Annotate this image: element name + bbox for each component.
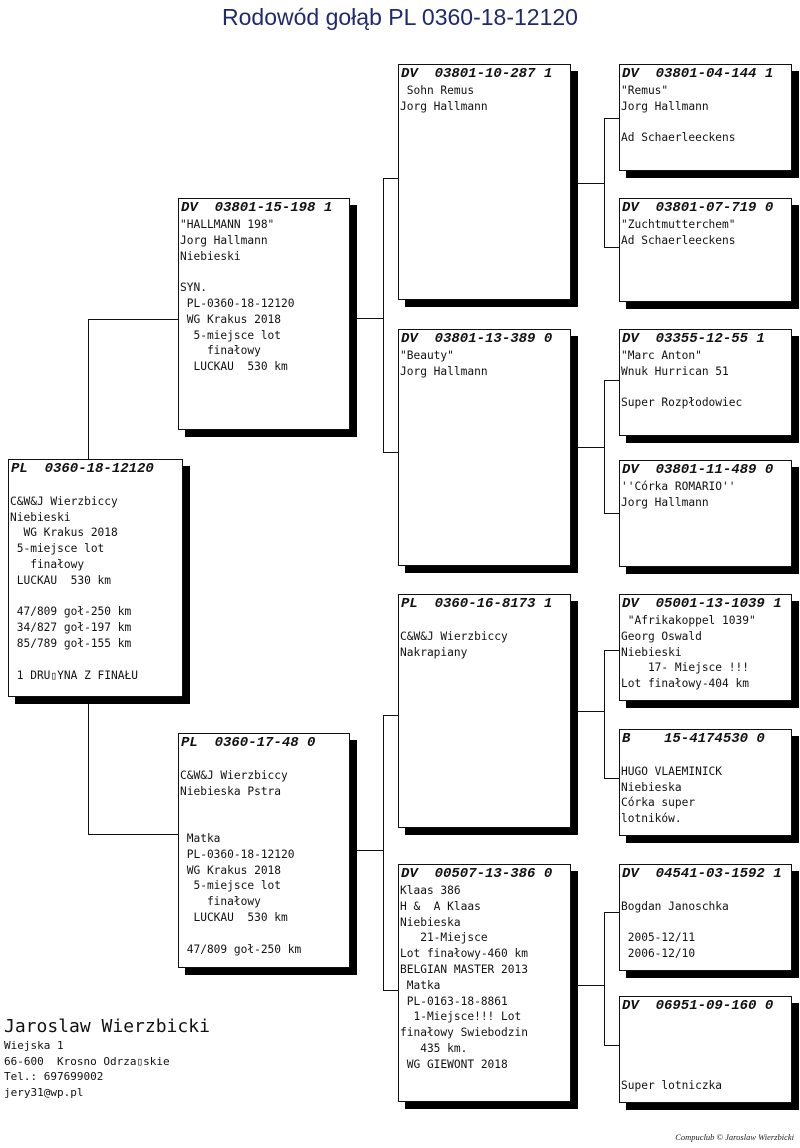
card-line: 17- Miejsce !!! (621, 661, 749, 675)
connector-line (88, 703, 89, 834)
page-title: Rodowód gołąb PL 0360-18-12120 (222, 4, 578, 30)
ring-number: DV 03355-12-55 1 (622, 331, 765, 347)
breeder-phone-line: Tel.: 697699002 (4, 1070, 104, 1083)
card-line: Matka (400, 978, 441, 992)
card-line: 435 km. (400, 1041, 468, 1055)
card-line (620, 748, 791, 764)
card-line: Bogdan Janoschka (621, 899, 729, 913)
card-line (179, 799, 349, 815)
breeder-address-line: Wiejska 1 (4, 1039, 64, 1052)
pedigree-card-fm (398, 329, 571, 566)
card-line: "HALLMANN 198" (180, 218, 275, 231)
ring-number: PL 0360-18-12120 (11, 461, 154, 477)
card-line: C&W&J Wierzbiccy (180, 768, 288, 782)
connector-line (604, 380, 605, 513)
card-line: 5-miejsce lot (10, 542, 105, 556)
pedigree-card-mfm (619, 729, 792, 836)
connector-line (569, 711, 604, 712)
card-line (179, 752, 349, 768)
pedigree-card-mff (619, 594, 792, 701)
card-line: Niebieska (621, 780, 682, 794)
ring-number: PL 0360-17-48 0 (181, 735, 316, 751)
pedigree-card-mm (398, 864, 571, 1102)
card-line: finałowy (180, 344, 261, 358)
pedigree-card-fmf (619, 329, 792, 436)
card-line: 21-Miejsce (400, 931, 488, 945)
card-line: PL-0360-18-12120 (180, 296, 295, 310)
card-line: Georg Oswald (621, 629, 702, 643)
card-line: 47/809 goł-250 km (10, 605, 132, 619)
card-line: Niebieski (621, 645, 682, 659)
connector-line (88, 834, 181, 835)
card-line: PL-0360-18-12120 (180, 847, 295, 861)
ring-number: DV 05001-13-1039 1 (622, 596, 782, 612)
card-line (620, 380, 791, 396)
pedigree-card-ff (398, 64, 571, 300)
pedigree-card-fff (619, 64, 792, 171)
ring-number: DV 03801-04-144 1 (622, 66, 774, 82)
connector-line (383, 178, 384, 452)
card-line (9, 652, 182, 668)
card-line (620, 115, 791, 131)
connector-line (604, 912, 605, 1045)
card-line: HUGO VLAEMINICK (621, 764, 723, 778)
connector-line (569, 447, 604, 448)
card-line: Jorg Hallmann (400, 99, 488, 113)
ring-number: DV 03801-07-719 0 (622, 200, 774, 216)
card-line: lotników. (621, 812, 682, 826)
card-line: Córka super (621, 796, 696, 810)
card-line: WG Krakus 2018 (180, 863, 282, 877)
card-line: Ad Schaerleeckens (621, 233, 736, 247)
card-line: H & A Klaas (400, 899, 481, 913)
pedigree-card-father (178, 198, 350, 430)
card-line: Lot finałowy-460 km (400, 947, 528, 961)
card-line: Super lotniczka (621, 1079, 723, 1093)
card-line: LUCKAU 530 km (10, 573, 112, 587)
ring-number: PL 0360-16-8173 1 (401, 596, 553, 612)
card-line: Niebieska Pstra (180, 784, 282, 798)
ring-number: DV 03801-15-198 1 (181, 200, 333, 216)
card-line: 5-miejsce lot (180, 879, 282, 893)
breeder-city-line: 66-600 Krosno Odrza▯skie (4, 1054, 170, 1068)
card-line (620, 915, 791, 931)
card-line: WG GIEWONT 2018 (400, 1057, 508, 1071)
card-line: "Beauty" (400, 349, 454, 362)
card-line: Wnuk Hurrican 51 (621, 364, 729, 378)
connector-line (604, 650, 605, 778)
card-line: Jorg Hallmann (180, 233, 268, 247)
card-line: 1-Miejsce!!! Lot (400, 1010, 522, 1024)
pedigree-card-mmf (619, 864, 792, 971)
breeder-info (4, 1016, 210, 1100)
card-line: Jorg Hallmann (400, 364, 488, 378)
connector-line (348, 318, 383, 319)
connector-line (569, 183, 604, 184)
card-line: Sohn Remus (400, 84, 475, 97)
card-line: finałowy (10, 557, 85, 571)
card-line: "Zuchtmutterchem" (621, 218, 736, 231)
card-line: ''Córka ROMARIO'' (621, 480, 736, 493)
card-line: BELGIAN MASTER 2013 (400, 962, 528, 976)
pedigree-card-mmm (619, 996, 792, 1103)
ring-number: DV 03801-11-489 0 (622, 462, 774, 478)
card-line: finałowy Swiebodzin (400, 1026, 528, 1040)
card-line: Niebieski (10, 510, 71, 524)
card-line: C&W&J Wierzbiccy (400, 629, 508, 643)
ring-number: DV 00507-13-386 0 (401, 866, 553, 882)
card-line: LUCKAU 530 km (180, 910, 288, 924)
connector-line (383, 715, 384, 990)
breeder-name: Jaroslaw Wierzbicki (4, 1016, 210, 1037)
ring-number: DV 06951-09-160 0 (622, 998, 774, 1014)
pedigree-card-bird (8, 459, 183, 697)
connector-line (88, 319, 89, 460)
card-line: Klaas 386 (400, 884, 461, 897)
card-line: 85/789 goł-155 km (10, 636, 132, 650)
card-line: Ad Schaerleeckens (621, 131, 736, 145)
ring-number: DV 03801-13-389 0 (401, 331, 553, 347)
footer-credit: Compuclub © Jaroslaw Wierzbicki (675, 1132, 794, 1142)
card-line: 5-miejsce lot (180, 328, 282, 342)
pedigree-card-ffm (619, 198, 792, 302)
card-line (9, 589, 182, 605)
card-line: SYN. (180, 281, 207, 295)
card-line: Lot finałowy-404 km (621, 677, 749, 691)
card-line: Matka (180, 831, 221, 845)
card-line: Super Rozpłodowiec (621, 396, 743, 410)
breeder-email-line: jery31@wp.pl (4, 1085, 84, 1099)
card-line (620, 1015, 791, 1031)
ring-number: DV 03801-10-287 1 (401, 66, 553, 82)
card-line (179, 815, 349, 831)
card-line: Jorg Hallmann (621, 495, 709, 509)
card-line: 2005-12/11 (621, 931, 696, 945)
card-line (399, 613, 570, 629)
card-line (620, 1047, 791, 1063)
card-line: "Remus" (621, 84, 669, 97)
ring-number: DV 04541-03-1592 1 (622, 866, 782, 882)
card-line: C&W&J Wierzbiccy (10, 494, 118, 508)
pedigree-card-mother (178, 733, 350, 968)
pedigree-card-mf (398, 594, 571, 828)
card-line: "Marc Anton" (621, 349, 702, 362)
card-line: 1 DRU▯YNA Z FINAŁU (10, 668, 138, 682)
card-line: Nakrapiany (400, 645, 468, 659)
card-line: finałowy (180, 895, 261, 909)
connector-line (604, 118, 605, 247)
card-line: Jorg Hallmann (621, 99, 709, 113)
connector-line (88, 319, 181, 320)
card-line: Niebieski (180, 249, 241, 263)
card-line: WG Krakus 2018 (180, 312, 282, 326)
connector-line (569, 985, 604, 986)
card-line: "Afrikakoppel 1039" (621, 614, 756, 627)
card-line (179, 264, 349, 280)
card-line (9, 478, 182, 494)
card-line: Niebieska (400, 915, 461, 929)
card-line (620, 883, 791, 899)
card-line: 47/809 goł-250 km (180, 942, 302, 956)
card-line: 2006-12/10 (621, 947, 696, 961)
connector-line (348, 850, 383, 851)
card-line (620, 1062, 791, 1078)
card-line: PL-0163-18-8861 (400, 994, 508, 1008)
card-line (620, 1031, 791, 1047)
card-line: 34/827 goł-197 km (10, 621, 132, 635)
card-line (179, 926, 349, 942)
pedigree-card-fmm (619, 460, 792, 567)
card-line: WG Krakus 2018 (10, 526, 118, 540)
card-line: LUCKAU 530 km (180, 360, 288, 374)
ring-number: B 15-4174530 0 (622, 731, 765, 747)
